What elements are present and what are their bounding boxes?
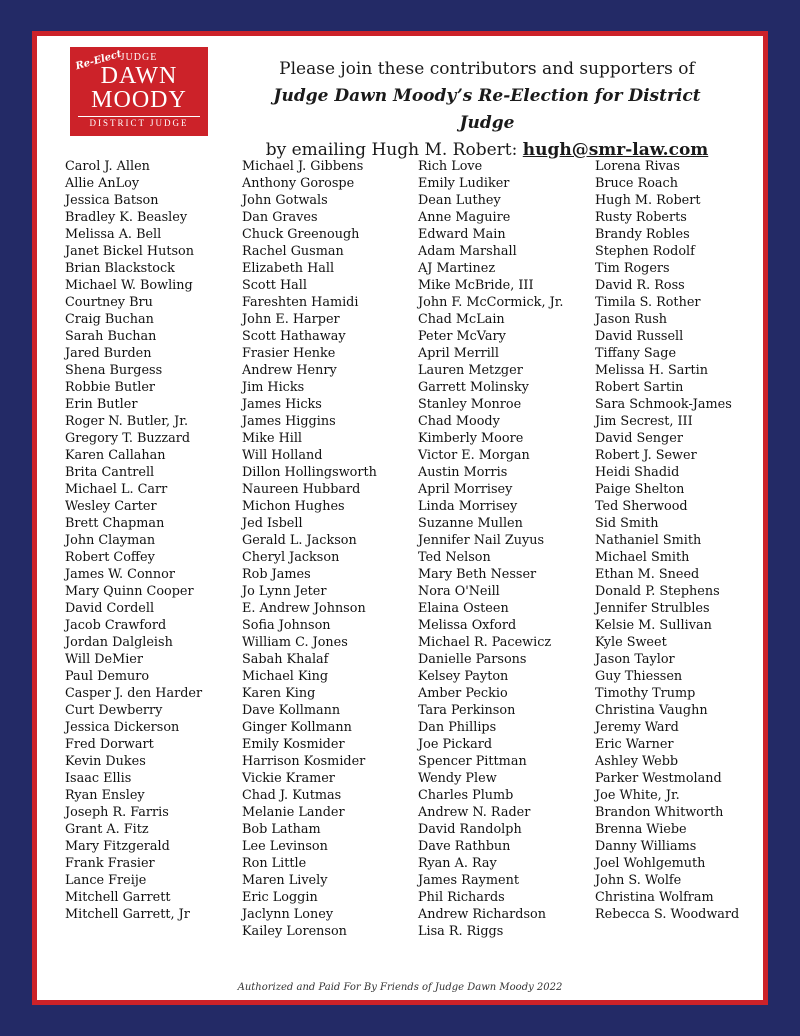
supporter-name: Heidi Shadid [595, 465, 680, 480]
supporter-name: Ethan M. Sneed [595, 567, 700, 582]
supporter-name: Anne Maguire [418, 210, 511, 225]
supporter-name: Wendy Plew [418, 771, 497, 786]
supporter-name: Brenna Wiebe [595, 822, 687, 837]
supporters-column-2 [242, 158, 377, 940]
supporter-name: Victor E. Morgan [418, 448, 530, 463]
supporters-column-3 [418, 158, 563, 940]
supporter-name: Joe Pickard [418, 737, 493, 752]
supporter-name: Jim Hicks [242, 380, 305, 395]
supporter-name: Michael King [242, 669, 329, 684]
supporter-name: Mitchell Garrett [65, 890, 171, 905]
supporter-name: Tara Perkinson [418, 703, 516, 718]
supporter-name: Robbie Butler [65, 380, 156, 395]
supporter-name: Robert Coffey [65, 550, 155, 565]
supporter-name: Spencer Pittman [418, 754, 527, 769]
supporter-name: Linda Morrisey [418, 499, 518, 514]
supporter-name: Melissa A. Bell [65, 227, 162, 242]
supporter-name: Christina Vaughn [595, 703, 708, 718]
supporter-name: Andrew N. Rader [418, 805, 531, 820]
flyer-frame [32, 31, 768, 1005]
supporter-name: Michael L. Carr [65, 482, 168, 497]
supporter-name: Tiffany Sage [595, 346, 677, 361]
supporter-name: Danny Williams [595, 839, 697, 854]
supporter-name: Christina Wolfram [595, 890, 714, 905]
supporter-name: Isaac Ellis [65, 771, 132, 786]
supporter-name: Rob James [242, 567, 311, 582]
supporter-name: Cheryl Jackson [242, 550, 340, 565]
supporter-name: Brett Chapman [65, 516, 165, 531]
campaign-logo [70, 47, 208, 136]
header-line1: Please join these contributors and supporters of [279, 59, 695, 79]
supporter-name: Grant A. Fitz [65, 822, 149, 837]
supporter-name: David Randolph [418, 822, 522, 837]
supporter-name: Frank Frasier [65, 856, 155, 871]
supporter-name: Erin Butler [65, 397, 138, 412]
supporter-name: Melanie Lander [242, 805, 345, 820]
header-line2: Judge Dawn Moody’s Re-Election for District Judge [273, 86, 701, 133]
supporter-name: William C. Jones [242, 635, 348, 650]
supporter-name: Elizabeth Hall [242, 261, 335, 276]
supporter-name: Jed Isbell [242, 516, 303, 531]
supporter-name: John F. McCormick, Jr. [418, 295, 564, 310]
supporter-name: Andrew Henry [242, 363, 337, 378]
supporter-name: Sara Schmook-James [595, 397, 732, 412]
supporter-name: Charles Plumb [418, 788, 514, 803]
supporter-name: Brita Cantrell [65, 465, 155, 480]
supporter-name: Chad McLain [418, 312, 505, 327]
supporter-name: Eric Loggin [242, 890, 318, 905]
supporter-name: Fred Dorwart [65, 737, 154, 752]
header [257, 56, 717, 164]
supporter-name: James W. Connor [65, 567, 175, 582]
logo-divider [78, 116, 200, 117]
supporter-name: Jessica Dickerson [65, 720, 180, 735]
supporter-name: Joe White, Jr. [595, 788, 680, 803]
supporter-name: Melissa Oxford [418, 618, 517, 633]
supporter-name: Emily Ludiker [418, 176, 510, 191]
supporter-name: Mike McBride, III [418, 278, 534, 293]
supporter-name: Peter McVary [418, 329, 506, 344]
supporter-name: Ginger Kollmann [242, 720, 352, 735]
supporter-name: Paul Demuro [65, 669, 150, 684]
supporter-name: John E. Harper [242, 312, 340, 327]
supporter-name: Anthony Gorospe [242, 176, 355, 191]
supporter-name: Michael W. Bowling [65, 278, 193, 293]
supporter-name: Brian Blackstock [65, 261, 175, 276]
supporter-name: Michon Hughes [242, 499, 345, 514]
supporter-name: Vickie Kramer [242, 771, 335, 786]
supporter-name: Parker Westmoland [595, 771, 722, 786]
email-link[interactable]: hugh@smr-law.com [522, 140, 709, 160]
supporter-name: David R. Ross [595, 278, 685, 293]
supporter-name: Garrett Molinsky [418, 380, 529, 395]
supporter-name: Emily Kosmider [242, 737, 345, 752]
supporter-name: Frasier Henke [242, 346, 336, 361]
supporter-name: Jennifer Nail Zuyus [418, 533, 545, 548]
supporter-name: Rachel Gusman [242, 244, 344, 259]
supporter-name: Will DeMier [65, 652, 143, 667]
supporter-name: Bob Latham [242, 822, 321, 837]
supporter-name: Harrison Kosmider [242, 754, 366, 769]
supporter-name: Bruce Roach [595, 176, 678, 191]
supporter-name: Sofia Johnson [242, 618, 331, 633]
supporter-name: Mike Hill [242, 431, 303, 446]
supporter-name: Mary Quinn Cooper [65, 584, 194, 599]
supporter-name: Craig Buchan [65, 312, 154, 327]
supporter-name: Bradley K. Beasley [65, 210, 188, 225]
supporter-name: Chad Moody [418, 414, 500, 429]
supporter-name: David Russell [595, 329, 684, 344]
supporter-name: Kelsey Payton [418, 669, 509, 684]
supporter-name: Allie AnLoy [65, 176, 140, 191]
supporter-name: Joseph R. Farris [65, 805, 169, 820]
supporter-name: Adam Marshall [418, 244, 517, 259]
supporter-name: Jaclynn Loney [242, 907, 334, 922]
supporter-name: Sid Smith [595, 516, 659, 531]
supporter-name: Elaina Osteen [418, 601, 509, 616]
supporter-name: Chad J. Kutmas [242, 788, 342, 803]
supporter-name: Robert Sartin [595, 380, 684, 395]
supporter-name: Donald P. Stephens [595, 584, 720, 599]
supporter-name: Curt Dewberry [65, 703, 163, 718]
supporter-name: Jo Lynn Jeter [242, 584, 327, 599]
supporter-name: Rebecca S. Woodward [595, 907, 740, 922]
logo-last-name: MOODY [91, 87, 187, 113]
supporters-list [65, 158, 765, 938]
supporter-name: Guy Thiessen [595, 669, 683, 684]
supporter-name: Suzanne Mullen [418, 516, 523, 531]
supporter-name: Courtney Bru [65, 295, 153, 310]
supporter-name: Ryan A. Ray [418, 856, 497, 871]
supporter-name: Scott Hall [242, 278, 307, 293]
supporter-name: Paige Shelton [595, 482, 685, 497]
logo-office: DISTRICT JUDGE [89, 118, 189, 128]
supporter-name: Kimberly Moore [418, 431, 524, 446]
supporter-name: Kyle Sweet [595, 635, 667, 650]
supporter-name: Kailey Lorenson [242, 924, 347, 939]
supporter-name: Jordan Dalgleish [65, 635, 173, 650]
supporter-name: Jennifer Strulbles [595, 601, 710, 616]
supporter-name: Dan Graves [242, 210, 318, 225]
supporter-name: Joel Wohlgemuth [595, 856, 706, 871]
logo-first-name: DAWN [100, 63, 178, 89]
supporter-name: Karen King [242, 686, 316, 701]
supporter-name: Andrew Richardson [418, 907, 546, 922]
supporter-name: Rich Love [418, 159, 483, 174]
supporter-name: Naureen Hubbard [242, 482, 361, 497]
supporter-name: Jim Secrest, III [595, 414, 693, 429]
supporter-name: James Rayment [418, 873, 519, 888]
supporter-name: Stanley Monroe [418, 397, 522, 412]
header-line3-prefix: by emailing Hugh M. Robert: [265, 140, 523, 160]
supporter-name: Sarah Buchan [65, 329, 157, 344]
logo-re-elect: Re-Elect [74, 48, 123, 73]
supporter-name: David Senger [595, 431, 683, 446]
supporter-name: Dave Rathbun [418, 839, 511, 854]
supporter-name: Kelsie M. Sullivan [595, 618, 712, 633]
supporter-name: Lee Levinson [242, 839, 328, 854]
supporter-name: Dan Phillips [418, 720, 497, 735]
supporter-name: Jacob Crawford [65, 618, 167, 633]
supporter-name: Gerald L. Jackson [242, 533, 357, 548]
supporter-name: Nora O'Neill [418, 584, 500, 599]
supporter-name: Jason Taylor [595, 652, 675, 667]
supporter-name: Michael J. Gibbens [242, 159, 364, 174]
supporter-name: Robert J. Sewer [595, 448, 697, 463]
supporter-name: Sabah Khalaf [242, 652, 329, 667]
supporter-name: David Cordell [65, 601, 155, 616]
supporter-name: Dean Luthey [418, 193, 501, 208]
supporter-name: AJ Martinez [418, 261, 496, 276]
supporter-name: Michael R. Pacewicz [418, 635, 552, 650]
supporter-name: Eric Warner [595, 737, 674, 752]
supporter-name: E. Andrew Johnson [242, 601, 366, 616]
supporter-name: Stephen Rodolf [595, 244, 695, 259]
supporter-name: Karen Callahan [65, 448, 166, 463]
supporter-name: Mitchell Garrett, Jr [65, 907, 190, 922]
supporter-name: Amber Peckio [418, 686, 508, 701]
supporter-name: Timothy Trump [595, 686, 696, 701]
supporter-name: James Higgins [242, 414, 336, 429]
supporter-name: Ted Sherwood [595, 499, 688, 514]
supporter-name: Brandon Whitworth [595, 805, 724, 820]
supporter-name: Scott Hathaway [242, 329, 346, 344]
supporter-name: Jeremy Ward [595, 720, 679, 735]
supporter-name: Dillon Hollingsworth [242, 465, 377, 480]
supporter-name: Ron Little [242, 856, 307, 871]
supporter-name: Dave Kollmann [242, 703, 341, 718]
supporter-name: April Morrisey [418, 482, 513, 497]
supporters-column-1 [65, 158, 202, 923]
supporter-name: John Gotwals [242, 193, 328, 208]
supporter-name: April Merrill [418, 346, 499, 361]
supporter-name: Jason Rush [595, 312, 668, 327]
supporter-name: Casper J. den Harder [65, 686, 203, 701]
supporters-column-4 [595, 158, 739, 923]
supporter-name: Lorena Rivas [595, 159, 680, 174]
supporter-name: Wesley Carter [65, 499, 157, 514]
supporter-name: Roger N. Butler, Jr. [65, 414, 189, 429]
supporter-name: Ryan Ensley [65, 788, 145, 803]
supporter-name: John S. Wolfe [595, 873, 682, 888]
supporter-name: Melissa H. Sartin [595, 363, 708, 378]
supporter-name: Edward Main [418, 227, 506, 242]
supporter-name: Rusty Roberts [595, 210, 687, 225]
supporter-name: Chuck Greenough [242, 227, 360, 242]
supporter-name: Tim Rogers [595, 261, 670, 276]
supporter-name: Nathaniel Smith [595, 533, 702, 548]
supporter-name: Phil Richards [418, 890, 505, 905]
logo-judge: JUDGE [120, 52, 158, 63]
supporter-name: Michael Smith [595, 550, 690, 565]
supporter-name: Mary Beth Nesser [418, 567, 537, 582]
supporter-name: Lance Freije [65, 873, 147, 888]
supporter-name: Timila S. Rother [595, 295, 701, 310]
supporter-name: John Clayman [65, 533, 156, 548]
supporter-name: Jared Burden [65, 346, 152, 361]
supporter-name: Brandy Robles [595, 227, 690, 242]
supporter-name: Hugh M. Robert [595, 193, 701, 208]
supporter-name: Jessica Batson [65, 193, 159, 208]
supporter-name: Lisa R. Riggs [418, 924, 504, 939]
footer-disclaimer: Authorized and Paid For By Friends of Judge Dawn Moody 2022 [237, 982, 563, 993]
supporter-name: Will Holland [242, 448, 323, 463]
supporter-name: Lauren Metzger [418, 363, 523, 378]
supporter-name: Danielle Parsons [418, 652, 527, 667]
supporter-name: Kevin Dukes [65, 754, 146, 769]
supporter-name: Shena Burgess [65, 363, 163, 378]
supporter-name: Ted Nelson [418, 550, 491, 565]
supporter-name: Gregory T. Buzzard [65, 431, 191, 446]
supporter-name: Maren Lively [242, 873, 328, 888]
supporter-name: Ashley Webb [595, 754, 679, 769]
supporter-name: Austin Morris [418, 465, 508, 480]
supporter-name: Mary Fitzgerald [65, 839, 170, 854]
supporter-name: Janet Bickel Hutson [65, 244, 194, 259]
supporter-name: Carol J. Allen [65, 159, 150, 174]
supporter-name: Fareshten Hamidi [242, 295, 359, 310]
supporter-name: James Hicks [242, 397, 322, 412]
